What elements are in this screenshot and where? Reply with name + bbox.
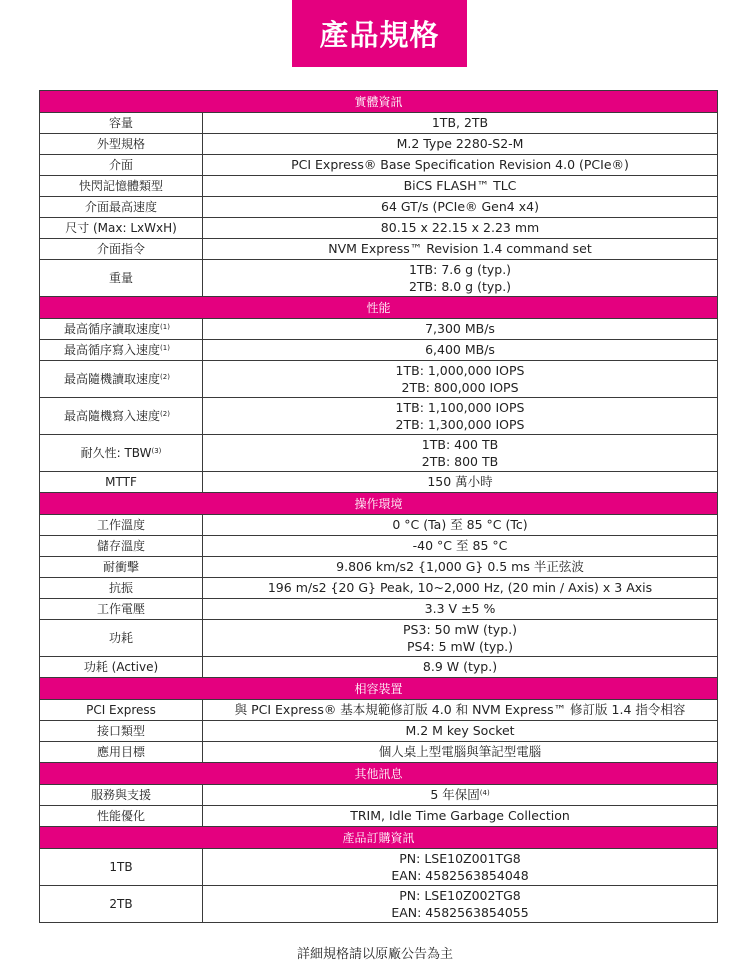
spec-value-cell — [203, 742, 718, 763]
spec-label-cell — [40, 472, 203, 493]
section-title: 其他訊息 — [40, 763, 718, 785]
spec-row — [40, 398, 718, 435]
spec-row — [40, 620, 718, 657]
spec-label: 耐衝擊 — [102, 560, 139, 574]
spec-label: 外型規格 — [96, 137, 145, 151]
spec-label-cell — [40, 806, 203, 827]
spec-label-cell — [40, 557, 203, 578]
spec-label-cell — [40, 218, 203, 239]
spec-value: 8.9 W (typ.) — [422, 659, 498, 674]
section-header — [40, 763, 718, 785]
spec-value-cell — [203, 536, 718, 557]
spec-row — [40, 721, 718, 742]
spec-row — [40, 134, 718, 155]
spec-label: 最高循序讀取速度 — [64, 322, 161, 336]
spec-value: 個人桌上型電腦與筆記型電腦 — [378, 744, 542, 759]
spec-label: PCI Express — [86, 703, 156, 717]
spec-value: 1TB: 400 TB — [421, 437, 499, 452]
spec-value-cell — [203, 557, 718, 578]
footnote-marker: (1) — [160, 323, 170, 331]
spec-label: 抗振 — [108, 581, 133, 595]
spec-label: 功耗 — [108, 631, 133, 645]
spec-value: 1TB: 1,100,000 IOPS — [395, 400, 525, 415]
spec-value-cell — [203, 218, 718, 239]
spec-label-cell — [40, 620, 203, 657]
section-title: 實體資訊 — [40, 91, 718, 113]
spec-row — [40, 239, 718, 260]
spec-value: 2TB: 800,000 IOPS — [401, 380, 519, 395]
spec-label-cell — [40, 515, 203, 536]
spec-label: 儲存溫度 — [96, 539, 145, 553]
spec-label-cell — [40, 435, 203, 472]
spec-value: 64 GT/s (PCIe® Gen4 x4) — [381, 199, 539, 214]
spec-value: -40 °C 至 85 °C — [412, 538, 508, 553]
spec-row — [40, 886, 718, 923]
spec-label: 2TB — [109, 897, 133, 911]
spec-value: 與 PCI Express® 基本規範修訂版 4.0 和 NVM Express™ 修訂版 1.4 指令相容 — [234, 702, 686, 717]
spec-label-cell — [40, 398, 203, 435]
spec-value: PN: LSE10Z002TG8 — [399, 888, 521, 903]
spec-label-cell — [40, 742, 203, 763]
spec-label: 性能優化 — [96, 809, 145, 823]
spec-row — [40, 197, 718, 218]
spec-label: 服務與支援 — [90, 788, 151, 802]
spec-label-cell — [40, 536, 203, 557]
spec-value: 0 °C (Ta) 至 85 °C (Tc) — [392, 517, 528, 532]
spec-value-cell — [203, 599, 718, 620]
spec-row — [40, 176, 718, 197]
spec-label: 容量 — [108, 116, 133, 130]
footnote-marker: (2) — [160, 373, 170, 381]
spec-value: 5 年保固 — [430, 787, 480, 802]
spec-value-cell — [203, 472, 718, 493]
spec-label: 介面最高速度 — [84, 200, 157, 214]
spec-value: PCI Express® Base Specification Revision 4.0 (PCIe®) — [291, 157, 629, 172]
spec-value: 80.15 x 22.15 x 2.23 mm — [380, 220, 540, 235]
spec-row — [40, 700, 718, 721]
spec-value-cell — [203, 155, 718, 176]
spec-value-cell — [203, 806, 718, 827]
section-title: 操作環境 — [40, 493, 718, 515]
spec-label-cell — [40, 886, 203, 923]
spec-label-cell — [40, 849, 203, 886]
spec-value: PS4: 5 mW (typ.) — [407, 639, 514, 654]
spec-label-cell — [40, 134, 203, 155]
spec-row — [40, 113, 718, 134]
section-header — [40, 91, 718, 113]
spec-label: 重量 — [108, 271, 133, 285]
footer-note: 詳細規格請以原廠公告為主 — [296, 947, 453, 962]
spec-row — [40, 578, 718, 599]
spec-label-cell — [40, 657, 203, 678]
spec-label-cell — [40, 361, 203, 398]
spec-label-cell — [40, 599, 203, 620]
spec-value-cell — [203, 176, 718, 197]
spec-value-cell — [203, 134, 718, 155]
spec-label: 工作溫度 — [96, 518, 145, 532]
spec-label: 工作電壓 — [96, 602, 145, 616]
spec-value: EAN: 4582563854048 — [391, 868, 529, 883]
spec-value-cell — [203, 340, 718, 361]
section-header — [40, 493, 718, 515]
section-title: 相容裝置 — [40, 678, 718, 700]
spec-row — [40, 742, 718, 763]
spec-label-cell — [40, 155, 203, 176]
spec-label: 最高隨機寫入速度 — [64, 409, 161, 423]
spec-value-cell — [203, 620, 718, 657]
spec-row — [40, 785, 718, 806]
spec-label-cell — [40, 340, 203, 361]
spec-value: NVM Express™ Revision 1.4 command set — [328, 241, 592, 256]
footnote-marker: (3) — [151, 447, 162, 455]
spec-row — [40, 557, 718, 578]
spec-row — [40, 340, 718, 361]
spec-row — [40, 536, 718, 557]
page-title: 產品規格 — [292, 0, 467, 67]
spec-label-cell — [40, 721, 203, 742]
spec-row — [40, 319, 718, 340]
spec-value-cell — [203, 515, 718, 536]
spec-label: 最高隨機讀取速度 — [64, 372, 161, 386]
spec-value: BiCS FLASH™ TLC — [403, 178, 517, 193]
spec-label-cell — [40, 239, 203, 260]
spec-value-cell — [203, 435, 718, 472]
spec-row — [40, 260, 718, 297]
spec-label: MTTF — [105, 475, 137, 489]
spec-value: M.2 M key Socket — [405, 723, 515, 738]
spec-value-cell — [203, 578, 718, 599]
spec-value: 6,400 MB/s — [425, 342, 495, 357]
spec-value: M.2 Type 2280-S2-M — [396, 136, 524, 151]
spec-label: 應用目標 — [96, 745, 145, 759]
spec-label: 最高循序寫入速度 — [64, 343, 161, 357]
spec-value-cell — [203, 700, 718, 721]
spec-value: 1TB: 1,000,000 IOPS — [395, 363, 525, 378]
spec-value: 150 萬小時 — [427, 474, 493, 489]
spec-row — [40, 599, 718, 620]
spec-label: 介面指令 — [96, 242, 145, 256]
section-header — [40, 678, 718, 700]
spec-value-cell — [203, 260, 718, 297]
spec-label-cell — [40, 260, 203, 297]
section-title: 性能 — [40, 297, 718, 319]
spec-value-cell — [203, 785, 718, 806]
spec-label-cell — [40, 197, 203, 218]
spec-value-cell — [203, 239, 718, 260]
spec-label-cell — [40, 578, 203, 599]
spec-value-cell — [203, 398, 718, 435]
spec-value: EAN: 4582563854055 — [391, 905, 529, 920]
spec-label-cell — [40, 785, 203, 806]
spec-row — [40, 218, 718, 239]
spec-value: 1TB, 2TB — [431, 115, 489, 130]
spec-row — [40, 806, 718, 827]
spec-value: 2TB: 8.0 g (typ.) — [408, 279, 512, 294]
spec-value-cell — [203, 197, 718, 218]
spec-value: 3.3 V ±5 % — [424, 601, 496, 616]
spec-table-body — [40, 91, 718, 923]
spec-value: 196 m/s2 {20 G} Peak, 10~2,000 Hz, (20 min / Axis) x 3 Axis — [267, 580, 653, 595]
spec-label-cell — [40, 700, 203, 721]
section-header — [40, 827, 718, 849]
spec-row — [40, 849, 718, 886]
spec-value: 7,300 MB/s — [425, 321, 495, 336]
spec-label: 1TB — [109, 860, 133, 874]
spec-row — [40, 657, 718, 678]
footnote-marker: (2) — [160, 410, 170, 418]
spec-value: 1TB: 7.6 g (typ.) — [408, 262, 512, 277]
footnote-marker: (1) — [160, 344, 170, 352]
spec-value: PS3: 50 mW (typ.) — [403, 622, 517, 637]
spec-label: 接口類型 — [96, 724, 145, 738]
spec-row — [40, 515, 718, 536]
spec-value-cell — [203, 319, 718, 340]
spec-table — [39, 90, 718, 923]
spec-row — [40, 155, 718, 176]
section-title: 產品訂購資訊 — [40, 827, 718, 849]
spec-value-cell — [203, 886, 718, 923]
spec-label-cell — [40, 176, 203, 197]
spec-label-cell — [40, 319, 203, 340]
spec-value-cell — [203, 721, 718, 742]
spec-value-cell — [203, 113, 718, 134]
spec-value-cell — [203, 361, 718, 398]
spec-row — [40, 435, 718, 472]
spec-value-cell — [203, 657, 718, 678]
spec-value: TRIM, Idle Time Garbage Collection — [350, 808, 570, 823]
spec-value-cell — [203, 849, 718, 886]
footnote-marker: (4) — [479, 789, 490, 797]
spec-label: 耐久性: TBW — [80, 446, 152, 460]
section-header — [40, 297, 718, 319]
spec-row — [40, 472, 718, 493]
spec-label: 功耗 (Active) — [83, 660, 159, 674]
spec-value: 2TB: 800 TB — [421, 454, 499, 469]
spec-row — [40, 361, 718, 398]
spec-value: 9.806 km/s2 {1,000 G} 0.5 ms 半正弦波 — [336, 559, 584, 574]
spec-label-cell — [40, 113, 203, 134]
spec-label: 尺寸 (Max: LxWxH) — [65, 221, 177, 235]
spec-value: PN: LSE10Z001TG8 — [399, 851, 521, 866]
spec-value: 2TB: 1,300,000 IOPS — [395, 417, 525, 432]
spec-label: 介面 — [108, 158, 133, 172]
spec-label: 快閃記憶體類型 — [78, 179, 163, 193]
